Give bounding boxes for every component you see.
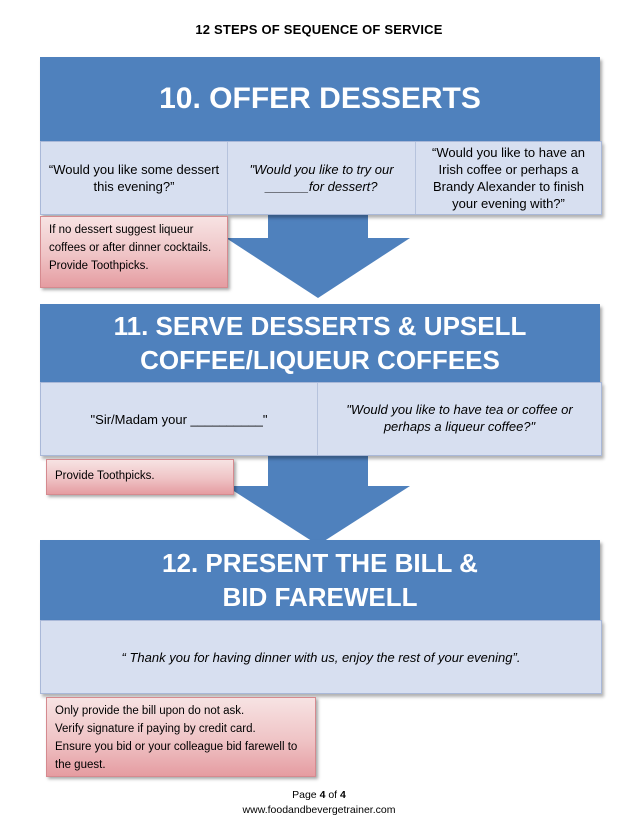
- note-line: Provide Toothpicks.: [55, 470, 155, 482]
- page-total: 4: [340, 789, 346, 801]
- page-of-label: of: [325, 789, 341, 801]
- note-line: the guest.: [55, 759, 106, 771]
- step-11-phrases: [40, 382, 602, 456]
- note-line: Ensure you bid or your colleague bid farewell to: [55, 741, 298, 753]
- phrase-text: “ Thank you for having dinner with us, enjoy the rest of your evening”.: [121, 649, 521, 665]
- step-10-title: 10. OFFER DESSERTS: [159, 82, 481, 115]
- note-line: Only provide the bill upon do not ask.: [55, 705, 245, 717]
- document-title: 12 STEPS OF SEQUENCE OF SERVICE: [195, 22, 443, 37]
- phrase-text: "Would you like to have tea or coffee or perhaps a liqueur coffee?": [346, 402, 573, 434]
- note-line: Verify signature if paying by credit card.: [55, 723, 256, 735]
- down-arrow-icon: [226, 210, 410, 298]
- step-11-title-line: COFFEE/LIQUEUR COFFEES: [140, 345, 500, 375]
- note-line: If no dessert suggest liqueur: [49, 224, 194, 236]
- phrase-text: "Sir/Madam your __________": [90, 411, 268, 427]
- phrase-text: “Would you like to have an Irish coffee or perhaps a Brandy Alexander to finish your evening with?”: [432, 145, 585, 211]
- note-line: coffees or after dinner cocktails.: [49, 242, 212, 254]
- step-10-phrases: [40, 141, 602, 215]
- website-link[interactable]: www.foodandbevergetrainer.com: [242, 804, 396, 816]
- phrase-cell: [41, 621, 601, 693]
- phrase-text: "Would you like to try our ______for dessert?: [249, 162, 394, 194]
- page-label: Page: [292, 789, 320, 801]
- step-12-phrases: [40, 620, 602, 694]
- step-11-title-line: 11. SERVE DESSERTS & UPSELL: [113, 311, 527, 341]
- step-10-note: [40, 216, 228, 288]
- page-number: [0, 789, 638, 801]
- step-11-header: [40, 304, 600, 382]
- phrase-cell: [41, 383, 317, 455]
- step-11-note: [46, 459, 234, 495]
- phrase-cell: [41, 142, 227, 214]
- step-12-header: [40, 540, 600, 620]
- phrase-cell: [227, 142, 415, 214]
- page-current: 4: [319, 789, 326, 801]
- step-10-header: [40, 57, 600, 141]
- note-line: Provide Toothpicks.: [49, 260, 149, 272]
- phrase-cell: [317, 383, 601, 455]
- phrase-text: “Would you like some dessert this evening?”: [48, 162, 220, 194]
- down-arrow-icon: [226, 450, 410, 545]
- step-12-note: [46, 697, 316, 777]
- step-12-title-line: BID FAREWELL: [222, 582, 418, 612]
- phrase-cell: [415, 142, 601, 214]
- step-12-title-line: 12. PRESENT THE BILL &: [162, 548, 478, 578]
